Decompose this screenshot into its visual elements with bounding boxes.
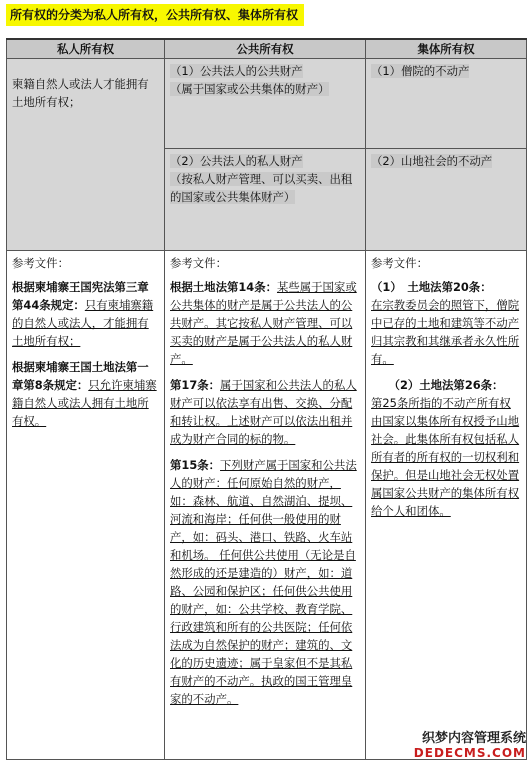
collective-ref-2-title: （2）土地法第26条： (388, 378, 504, 392)
public-category-b-cell (165, 149, 366, 251)
ownership-table (6, 38, 527, 760)
public-ref-1-title: 根据土地法第14条： (170, 280, 277, 294)
page-title: 所有权的分类为私人所有权，公共所有权、集体所有权 (6, 4, 304, 26)
private-refs-cell (7, 251, 165, 760)
private-ref-2 (12, 358, 159, 430)
public-ref-3-text: 下列财产属于国家和公共法人的财产：任何原始自然的财产，如：森林、航道、自然湖泊、提坝、河流和海岸；任何供一般使用的财产，如：码头、港口、铁路、火车站和机场。 任何供公共使用（无论是自然形成的还是建造的）财产，如：道路、公园和保护区；任何供公共使用的财产，如：公共学校、教育学院、行政建筑和所有的公共医院；任何依法成为自然保护的财产；建筑的、文化的历史遗迹；属于皇家但不是其私有财产的不动产。执政的国王管理皇家的不动产。 (170, 458, 357, 706)
public-b-line1: （2）公共法人的私人财产 (170, 154, 303, 169)
watermark-line-2: DEDECMS.COM (413, 746, 526, 760)
public-ref-3 (170, 456, 360, 708)
public-ref-2 (170, 376, 360, 448)
private-ref-2-text: 只允许柬埔寨籍自然人或法人拥有土地所有权。 (12, 378, 157, 428)
public-ref-3-title: 第15条： (170, 458, 221, 472)
private-ref-1-title: 根据柬埔寨王国宪法第三章第44条规定： (12, 280, 149, 312)
collective-category-a-cell (366, 59, 527, 149)
watermark-line-1: 织梦内容管理系统 (421, 731, 526, 746)
collective-ref-1 (371, 278, 521, 368)
collective-ref-2-text: 第25条所指的不动产所有权由国家以集体所有权授予山地社会。此集体所有权包括私人所有者的所有权的一切权利和保护。但是山地社会无权处置属国家公共财产的集体所有权给个人和团体。 (371, 396, 520, 518)
collective-a-text: （1）僧院的不动产 (371, 64, 470, 78)
public-ref-2-text: 属于国家和公共法人的私人财产可以依法享有出售、交换、分配和转让权。上述财产可以依法出租并成为财产合同的标的物。 (170, 378, 357, 446)
public-a-line1: （1）公共法人的公共财产 (170, 64, 303, 78)
watermark (414, 732, 526, 760)
header-collective: 集体所有权 (366, 39, 527, 59)
public-ref-1 (170, 278, 360, 368)
collective-refs-label: 参考文件： (371, 256, 428, 270)
category-row-a (7, 59, 527, 149)
public-ref-2-title: 第17条： (170, 378, 221, 392)
private-category-cell (7, 59, 165, 251)
header-public: 公共所有权 (165, 39, 366, 59)
collective-category-b-cell (366, 149, 527, 251)
collective-refs-cell (366, 251, 527, 760)
public-refs-label: 参考文件： (170, 256, 227, 270)
header-private: 私人所有权 (7, 39, 165, 59)
collective-ref-2 (371, 376, 521, 520)
private-ref-1 (12, 278, 159, 350)
private-ref-2-title: 根据柬埔寨王国土地法第一章第8条规定： (12, 360, 149, 392)
public-a-line2: （属于国家或公共集体的财产） (170, 82, 330, 96)
reference-row (7, 251, 527, 760)
collective-ref-1-text: 在宗教委员会的照管下，僧院中已存的土地和建筑等不动产归其宗教和其继承者永久性所有。 (371, 298, 520, 366)
public-ref-1-text: 某些属于国家或公共集体的财产是属于公共法人的公共财产。其它按私人财产管理、可以买卖的财产是属于公共法人的私人财产。 (170, 280, 357, 366)
public-refs-cell (165, 251, 366, 760)
private-category-text: 柬籍自然人或法人才能拥有土地所有权； (12, 77, 149, 109)
public-category-a-cell (165, 59, 366, 149)
header-row (7, 39, 527, 59)
collective-b-text: （2）山地社会的不动产 (371, 154, 493, 169)
private-ref-1-text: 只有柬埔寨籍的自然人或法人，才能拥有土地所有权； (12, 298, 154, 348)
private-refs-label: 参考文件： (12, 256, 69, 270)
public-b-line2: （按私人财产管理、可以买卖、出租的国家或公共集体财产） (170, 172, 353, 205)
collective-ref-1-title: （1） 土地法第20条： (371, 280, 492, 294)
